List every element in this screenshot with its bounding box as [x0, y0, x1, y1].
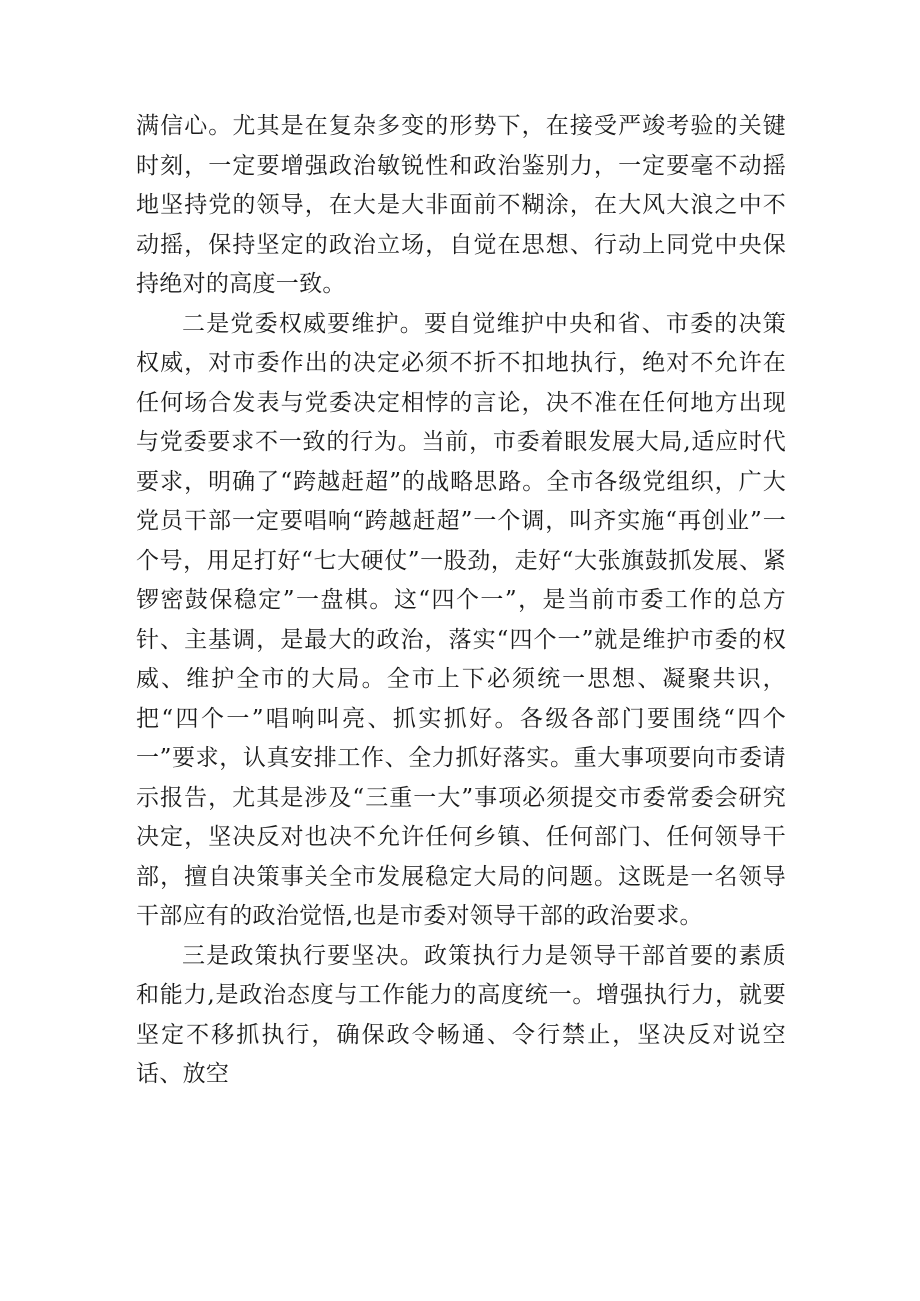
document-body: [136, 107, 786, 1095]
paragraph-continuation: 满信心。尤其是在复杂多变的形势下，在接受严竣考验的关键时刻，一定要增强政治敏锐性和政治鉴别力，一定要毫不动摇地坚持党的领导，在大是大非面前不糊涂，在大风大浪之中不动摇，保持坚定的政治立场，自觉在思想、行动上同党中央保持绝对的高度一致。: [136, 113, 786, 297]
paragraph-party-authority: 二是党委权威要维护。要自觉维护中央和省、市委的决策权威，对市委作出的决定必须不折不扣地执行，绝对不允许在任何场合发表与党委决定相悖的言论，决不准在任何地方出现与党委要求不一致的行为。当前，市委着眼发展大局,适应时代要求，明确了“跨越赶超”的战略思路。全市各级党组织，广大党员干部一定要唱响“跨越赶超”一个调，叫齐实施“再创业”一个号，用足打好“七大硬仗”一股劲，走好“大张旗鼓抓发展、紧锣密鼓保稳定”一盘棋。这“四个一”，是当前市委工作的总方针、主基调，是最大的政治，落实“四个一”就是维护市委的权威、维护全市的大局。全市上下必须统一思想、凝聚共识，把“四个一”唱响叫亮、抓实抓好。各级各部门要围绕“四个一”要求，认真安排工作、全力抓好落实。重大事项要向市委请示报告，尤其是涉及“三重一大”事项必须提交市委常委会研究决定，坚决反对也决不允许任何乡镇、任何部门、任何领导干部，擅自决策事关全市发展稳定大局的问题。这既是一名领导干部应有的政治觉悟,也是市委对领导干部的政治要求。: [136, 310, 786, 929]
paragraph-policy-execution: 三是政策执行要坚决。政策执行力是领导干部首要的素质和能力,是政治态度与工作能力的高度统一。增强执行力，就要坚定不移抓执行，确保政令畅通、令行禁止，坚决反对说空话、放空: [136, 942, 786, 1087]
